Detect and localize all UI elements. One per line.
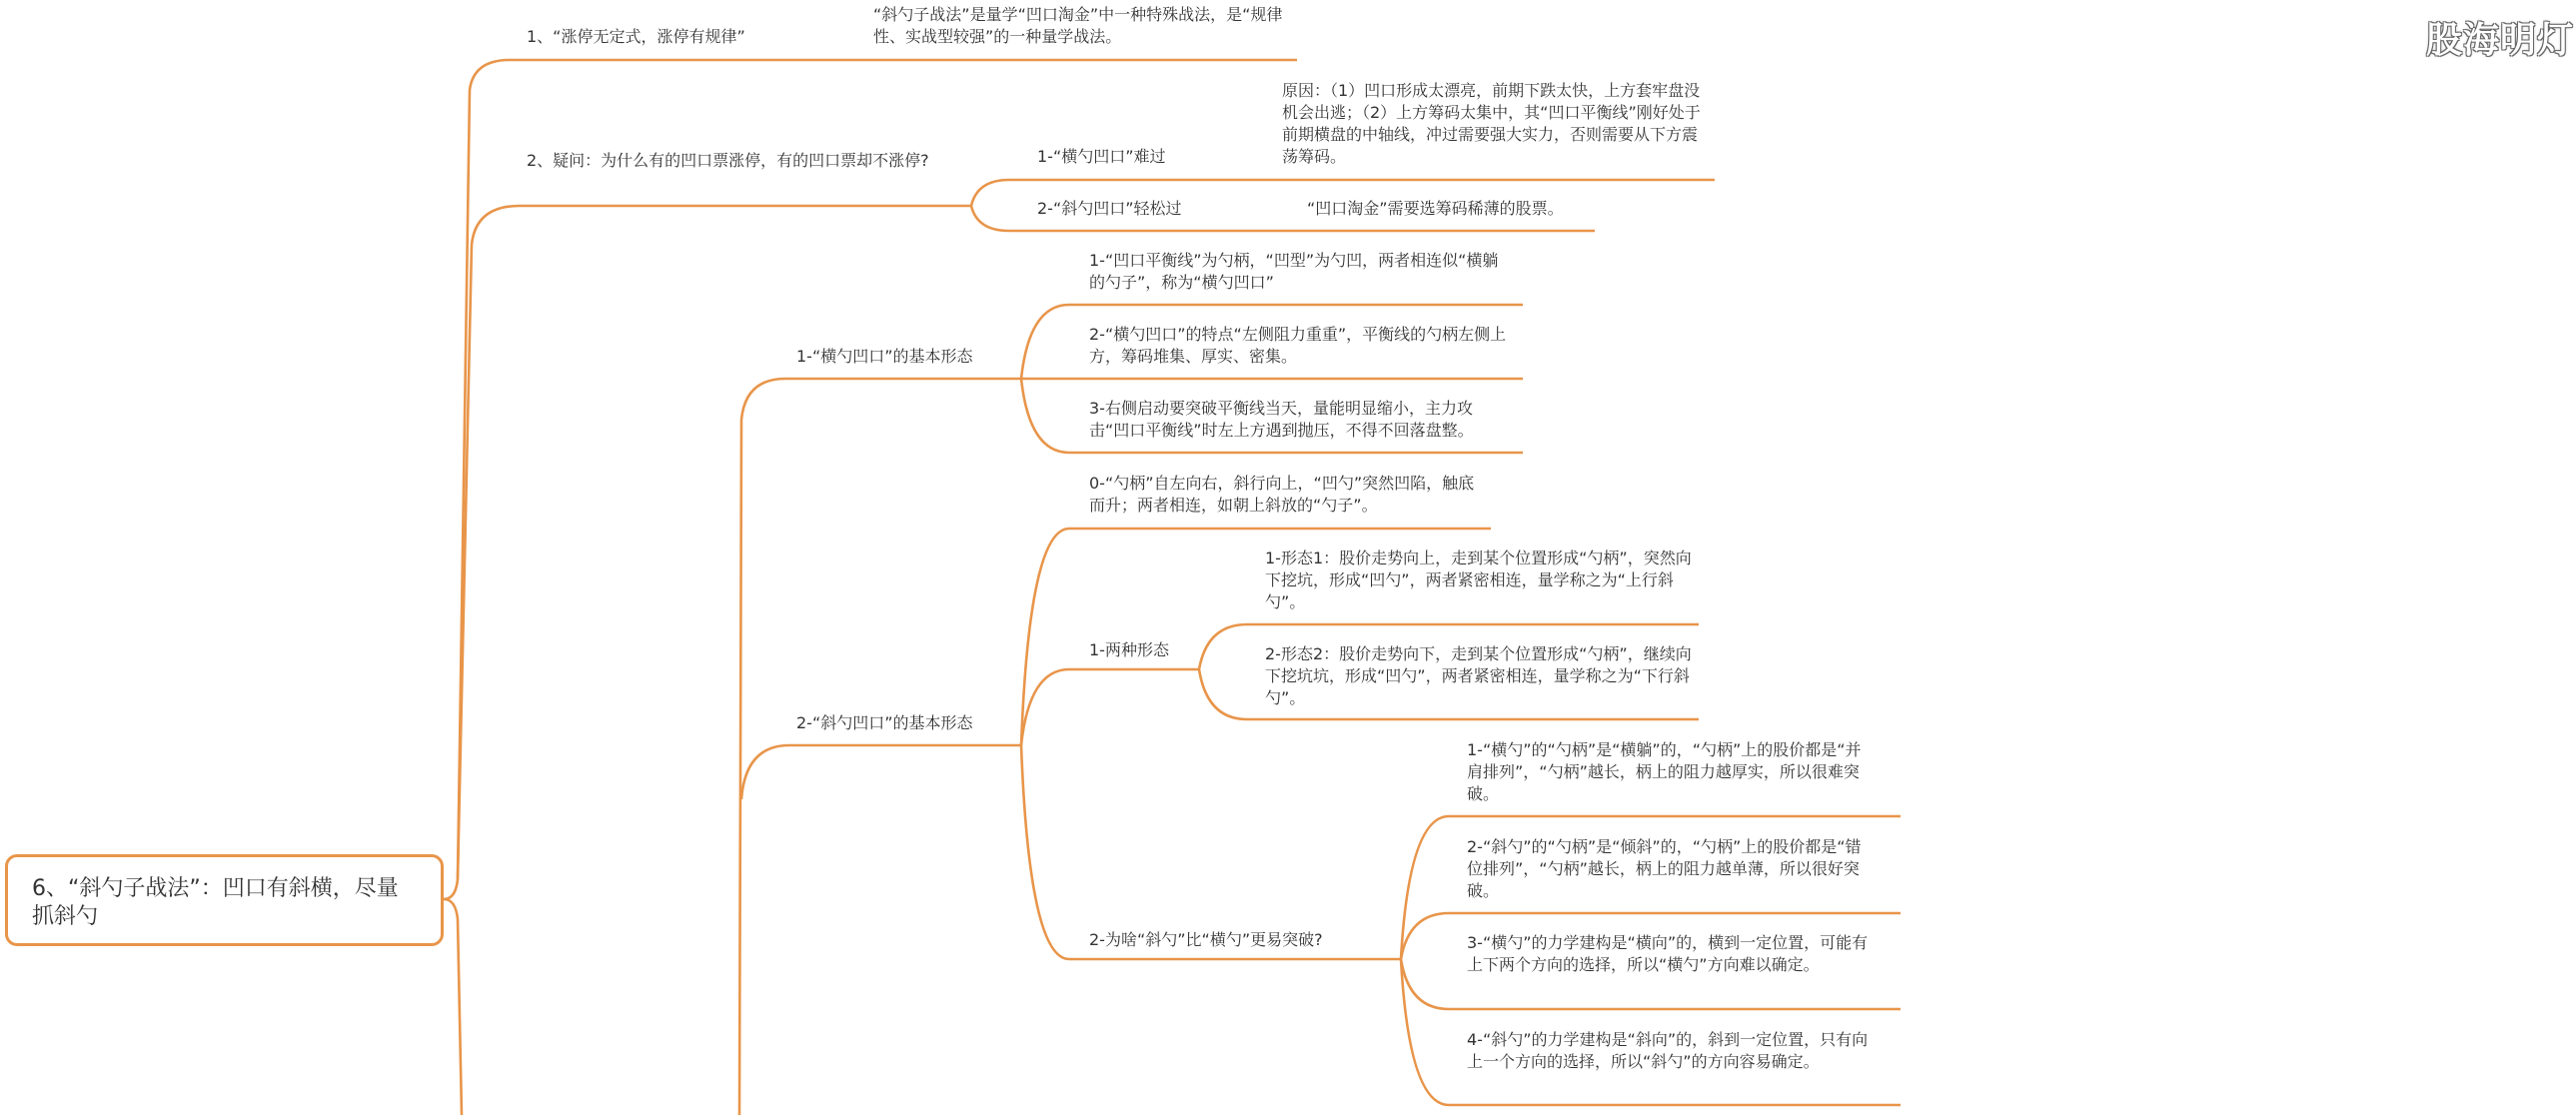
topic-s2[interactable]: 2-为啥“斜勺”比“横勺”更易突破? — [1089, 930, 1323, 949]
topic-n2a[interactable]: 1-“横勺凹口”难过 — [1037, 147, 1166, 166]
connector-root-down — [444, 899, 462, 1115]
topic-h3[interactable]: 3-右侧启动要突破平衡线当天，量能明显缩小，主力攻击“凹口平衡线”时左上方遇到抛压，不得不回落盘整。 — [1089, 399, 1474, 440]
topic-h1[interactable]: 1-“凹口平衡线”为勺柄，“凹型”为勺凹，两者相连似“横躺的勺子”，称为“横勺凹口” — [1089, 251, 1499, 292]
connector-root-n2 — [458, 206, 971, 879]
topic-s2d[interactable]: 4-“斜勺”的力学建构是“斜向”的，斜到一定位置，只有向上一个方向的选择，所以“斜勺”的方向容易确定。 — [1467, 1030, 1869, 1071]
topic-s0[interactable]: 0-“勺柄”自左向右，斜行向上，“凹勺”突然凹陷，触底而升；两者相连，如朝上斜放的“勺子”。 — [1089, 474, 1475, 515]
connector-s2 — [1021, 745, 1401, 959]
connector-s1 — [1021, 669, 1199, 745]
topic-n2a1[interactable]: 原因：（1）凹口形成太漂亮，前期下跌太快，上方套牢盘没机会出逃；（2）上方筹码太集中，其“凹口平衡线”刚好处于前期横盘的中轴线，冲过需要强大实力，否则需要从下方震荡筹码。 — [1282, 81, 1701, 166]
watermark-logo: 股海明灯 — [2426, 20, 2575, 61]
topic-s2a[interactable]: 1-“横勺”的“勺柄”是“横躺”的，“勺柄”上的股价都是“并肩排列”，“勺柄”越长，柄上的阻力越厚实，所以很难突破。 — [1467, 740, 1862, 803]
topic-h2[interactable]: 2-“横勺凹口”的特点“左侧阻力重重”，平衡线的勺柄左侧上方，筹码堆集、厚实、密集。 — [1089, 325, 1507, 366]
connector-s — [741, 745, 1021, 799]
connector-root-trunk — [444, 60, 789, 899]
topic-n2b[interactable]: 2-“斜勺凹口”轻松过 — [1037, 199, 1182, 218]
topic-s1b[interactable]: 2-形态2：股价走势向下，走到某个位置形成“勺柄”，继续向下挖坑坑，形成“凹勺”，两者紧密相连，量学称之为“下行斜勺”。 — [1265, 644, 1692, 707]
topic-h[interactable]: 1-“横勺凹口”的基本形态 — [796, 347, 973, 366]
topic-n2[interactable]: 2、疑问：为什么有的凹口票涨停，有的凹口票却不涨停? — [527, 151, 929, 170]
root-topic[interactable]: 6、“斜勺子战法”：凹口有斜横，尽量抓斜勺 — [5, 854, 444, 946]
topic-s1[interactable]: 1-两种形态 — [1089, 640, 1169, 659]
topic-s2c[interactable]: 3-“横勺”的力学建构是“横向”的，横到一定位置，可能有上下两个方向的选择，所以“横勺”方向难以确定。 — [1467, 933, 1869, 974]
topic-n1a[interactable]: “斜勺子战法”是量学“凹口淘金”中一种特殊战法，是“规律性、实战型较强”的一种量学战法。 — [873, 5, 1283, 46]
topic-s2b[interactable]: 2-“斜勺”的“勺柄”是“倾斜”的，“勺柄”上的股价都是“错位排列”，“勺柄”越长，柄上的阻力越单薄，所以很好突破。 — [1467, 837, 1862, 900]
topic-n1[interactable]: 1、“涨停无定式，涨停有规律” — [527, 27, 745, 46]
topic-s[interactable]: 2-“斜勺凹口”的基本形态 — [796, 713, 973, 732]
topic-s1a[interactable]: 1-形态1：股价走势向上，走到某个位置形成“勺柄”，突然向下挖坑，形成“凹勺”，两者紧密相连，量学称之为“上行斜勺”。 — [1265, 549, 1692, 611]
topic-n2b1[interactable]: “凹口淘金”需要选筹码稀薄的股票。 — [1307, 199, 1564, 218]
